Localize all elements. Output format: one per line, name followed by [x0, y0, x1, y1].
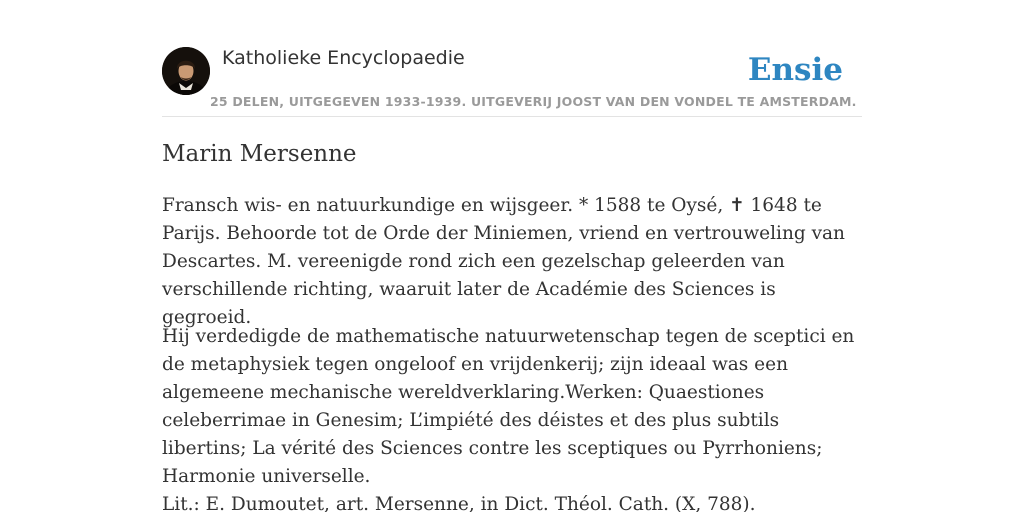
article-title: Marin Mersenne [162, 141, 357, 167]
source-header [162, 44, 862, 117]
article-paragraph: Hij verdedigde de mathematische natuurwetenschap tegen de sceptici en de metaphysiek tegen ongeloof en vrijdenkerij; zijn ideaal was een algemeene mechanische wereldverklaring.Werken: Quaestiones celeberrimae in Genesim; L’impiété des déistes et des plus subtils libertins; La vérité des Sciences contre les sceptiques ou Pyrrhoniens; Harmonie universelle. [162, 326, 855, 487]
article-paragraph: Fransch wis- en natuurkundige en wijsgeer. * 1588 te Oysé, ✝ 1648 te Parijs. Behoorde tot de Orde der Miniemen, vriend en vertrouweling van Descartes. M. vereenigde rond zich een gezelschap geleerden van verschillende richting, waaruit later de Académie des Sciences is gegroeid. [162, 195, 845, 328]
source-title[interactable]: Katholieke Encyclopaedie [222, 47, 465, 69]
source-meta: 25 DELEN, UITGEGEVEN 1933-1939. UITGEVERIJ JOOST VAN DEN VONDEL TE AMSTERDAM. [210, 94, 857, 109]
page-container [162, 0, 862, 512]
ensie-logo-link[interactable]: Ensie [747, 52, 843, 88]
portrait-avatar[interactable] [162, 47, 210, 95]
portrait-icon [162, 47, 210, 95]
article-literature: Lit.: E. Dumoutet, art. Mersenne, in Dict. Théol. Cath. (X, 788). [162, 494, 756, 512]
